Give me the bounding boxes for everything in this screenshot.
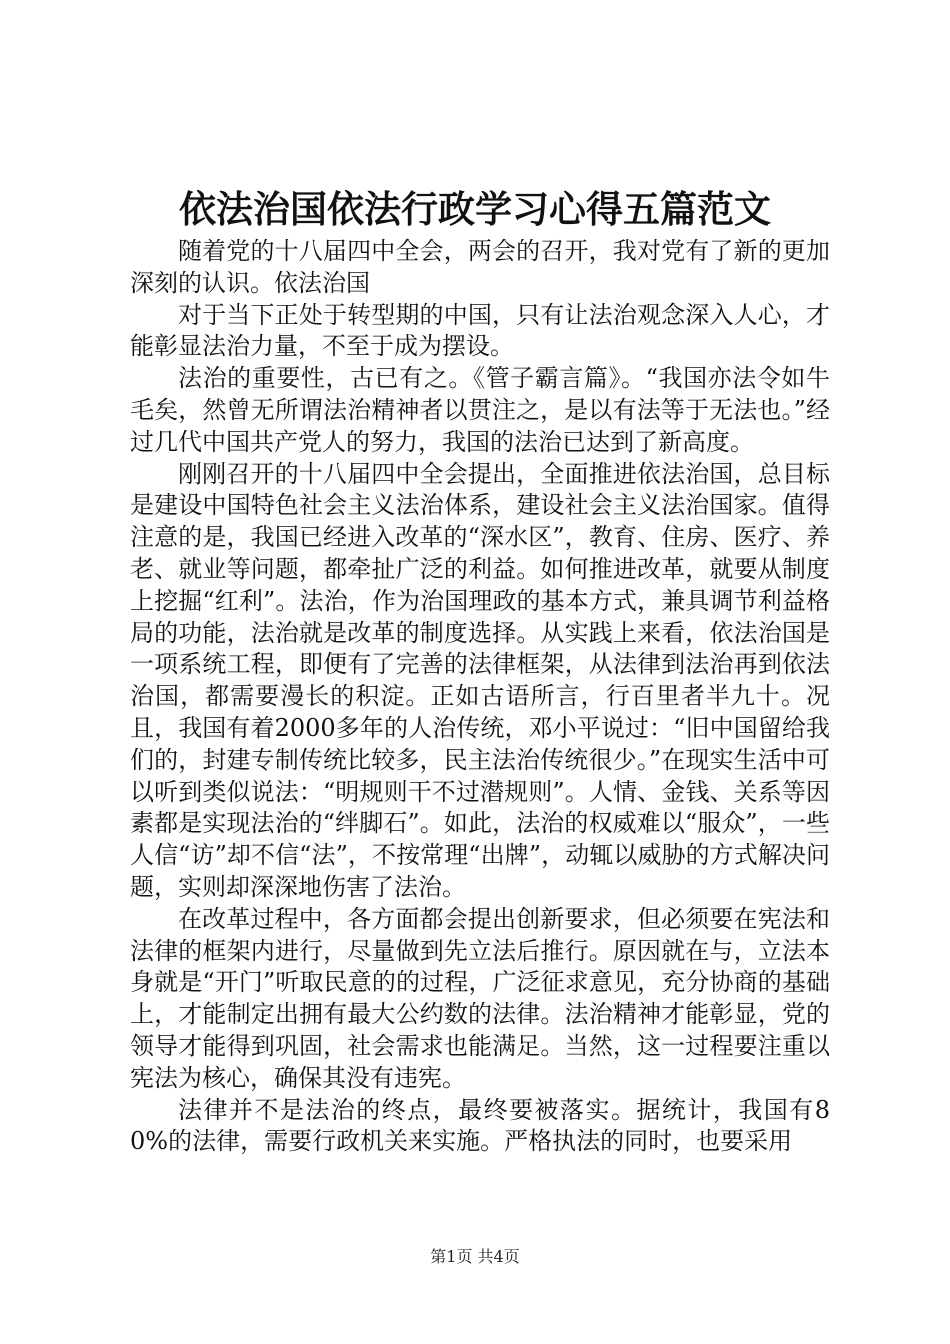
- document-title: 依法治国依法行政学习心得五篇范文: [179, 187, 771, 231]
- page-number-footer: 第1页 共4页: [430, 1247, 520, 1266]
- paragraph-6: 法律并不是法治的终点，最终要被落实。据统计，我国有80%的法律，需要行政机关来实施。严格执法的同时，也要采用: [130, 1095, 830, 1156]
- paragraph-5: 在改革过程中，各方面都会提出创新要求，但必须要在宪法和法律的框架内进行，尽量做到先立法后推行。原因就在与，立法本身就是“开门”听取民意的的过程，广泛征求意见，充分协商的基础上，才能制定出拥有最大公约数的法律。法治精神才能彰显，党的领导才能得到巩固，社会需求也能满足。当然，这一过程要注重以宪法为核心，确保其没有违宪。: [130, 904, 830, 1092]
- paragraph-2: 对于当下正处于转型期的中国，只有让法治观念深入人心，才能彰显法治力量，不至于成为摆设。: [130, 300, 830, 361]
- document-body: [130, 236, 830, 1158]
- paragraph-4: 刚刚召开的十八届四中全会提出，全面推进依法治国，总目标是建设中国特色社会主义法治体系，建设社会主义法治国家。值得注意的是，我国已经进入改革的“深水区”，教育、住房、医疗、养老、就业等问题，都牵扯广泛的利益。如何推进改革，就要从制度上挖掘“红利”。法治，作为治国理政的基本方式，兼具调节利益格局的功能，法治就是改革的制度选择。从实践上来看，依法治国是一项系统工程，即便有了完善的法律框架，从法律到法治再到依法治国，都需要漫长的积淀。正如古语所言，行百里者半九十。况且，我国有着2000多年的人治传统，邓小平说过：“旧中国留给我们的，封建专制传统比较多，民主法治传统很少。”在现实生活中可以听到类似说法：“明规则干不过潜规则”。人情、金钱、关系等因素都是实现法治的“绊脚石”。如此，法治的权威难以“服众”，一些人信“访”却不信“法”，不按常理“出牌”，动辄以威胁的方式解决问题，实则却深深地伤害了法治。: [130, 459, 830, 901]
- paragraph-3: 法治的重要性，古已有之。《管子霸言篇》。“我国亦法令如牛毛矣，然曾无所谓法治精神者以贯注之，是以有法等于无法也。”经过几代中国共产党人的努力，我国的法治已达到了新高度。: [130, 364, 830, 456]
- paragraph-1: 随着党的十八届四中全会，两会的召开，我对党有了新的更加深刻的认识。依法治国: [130, 237, 830, 297]
